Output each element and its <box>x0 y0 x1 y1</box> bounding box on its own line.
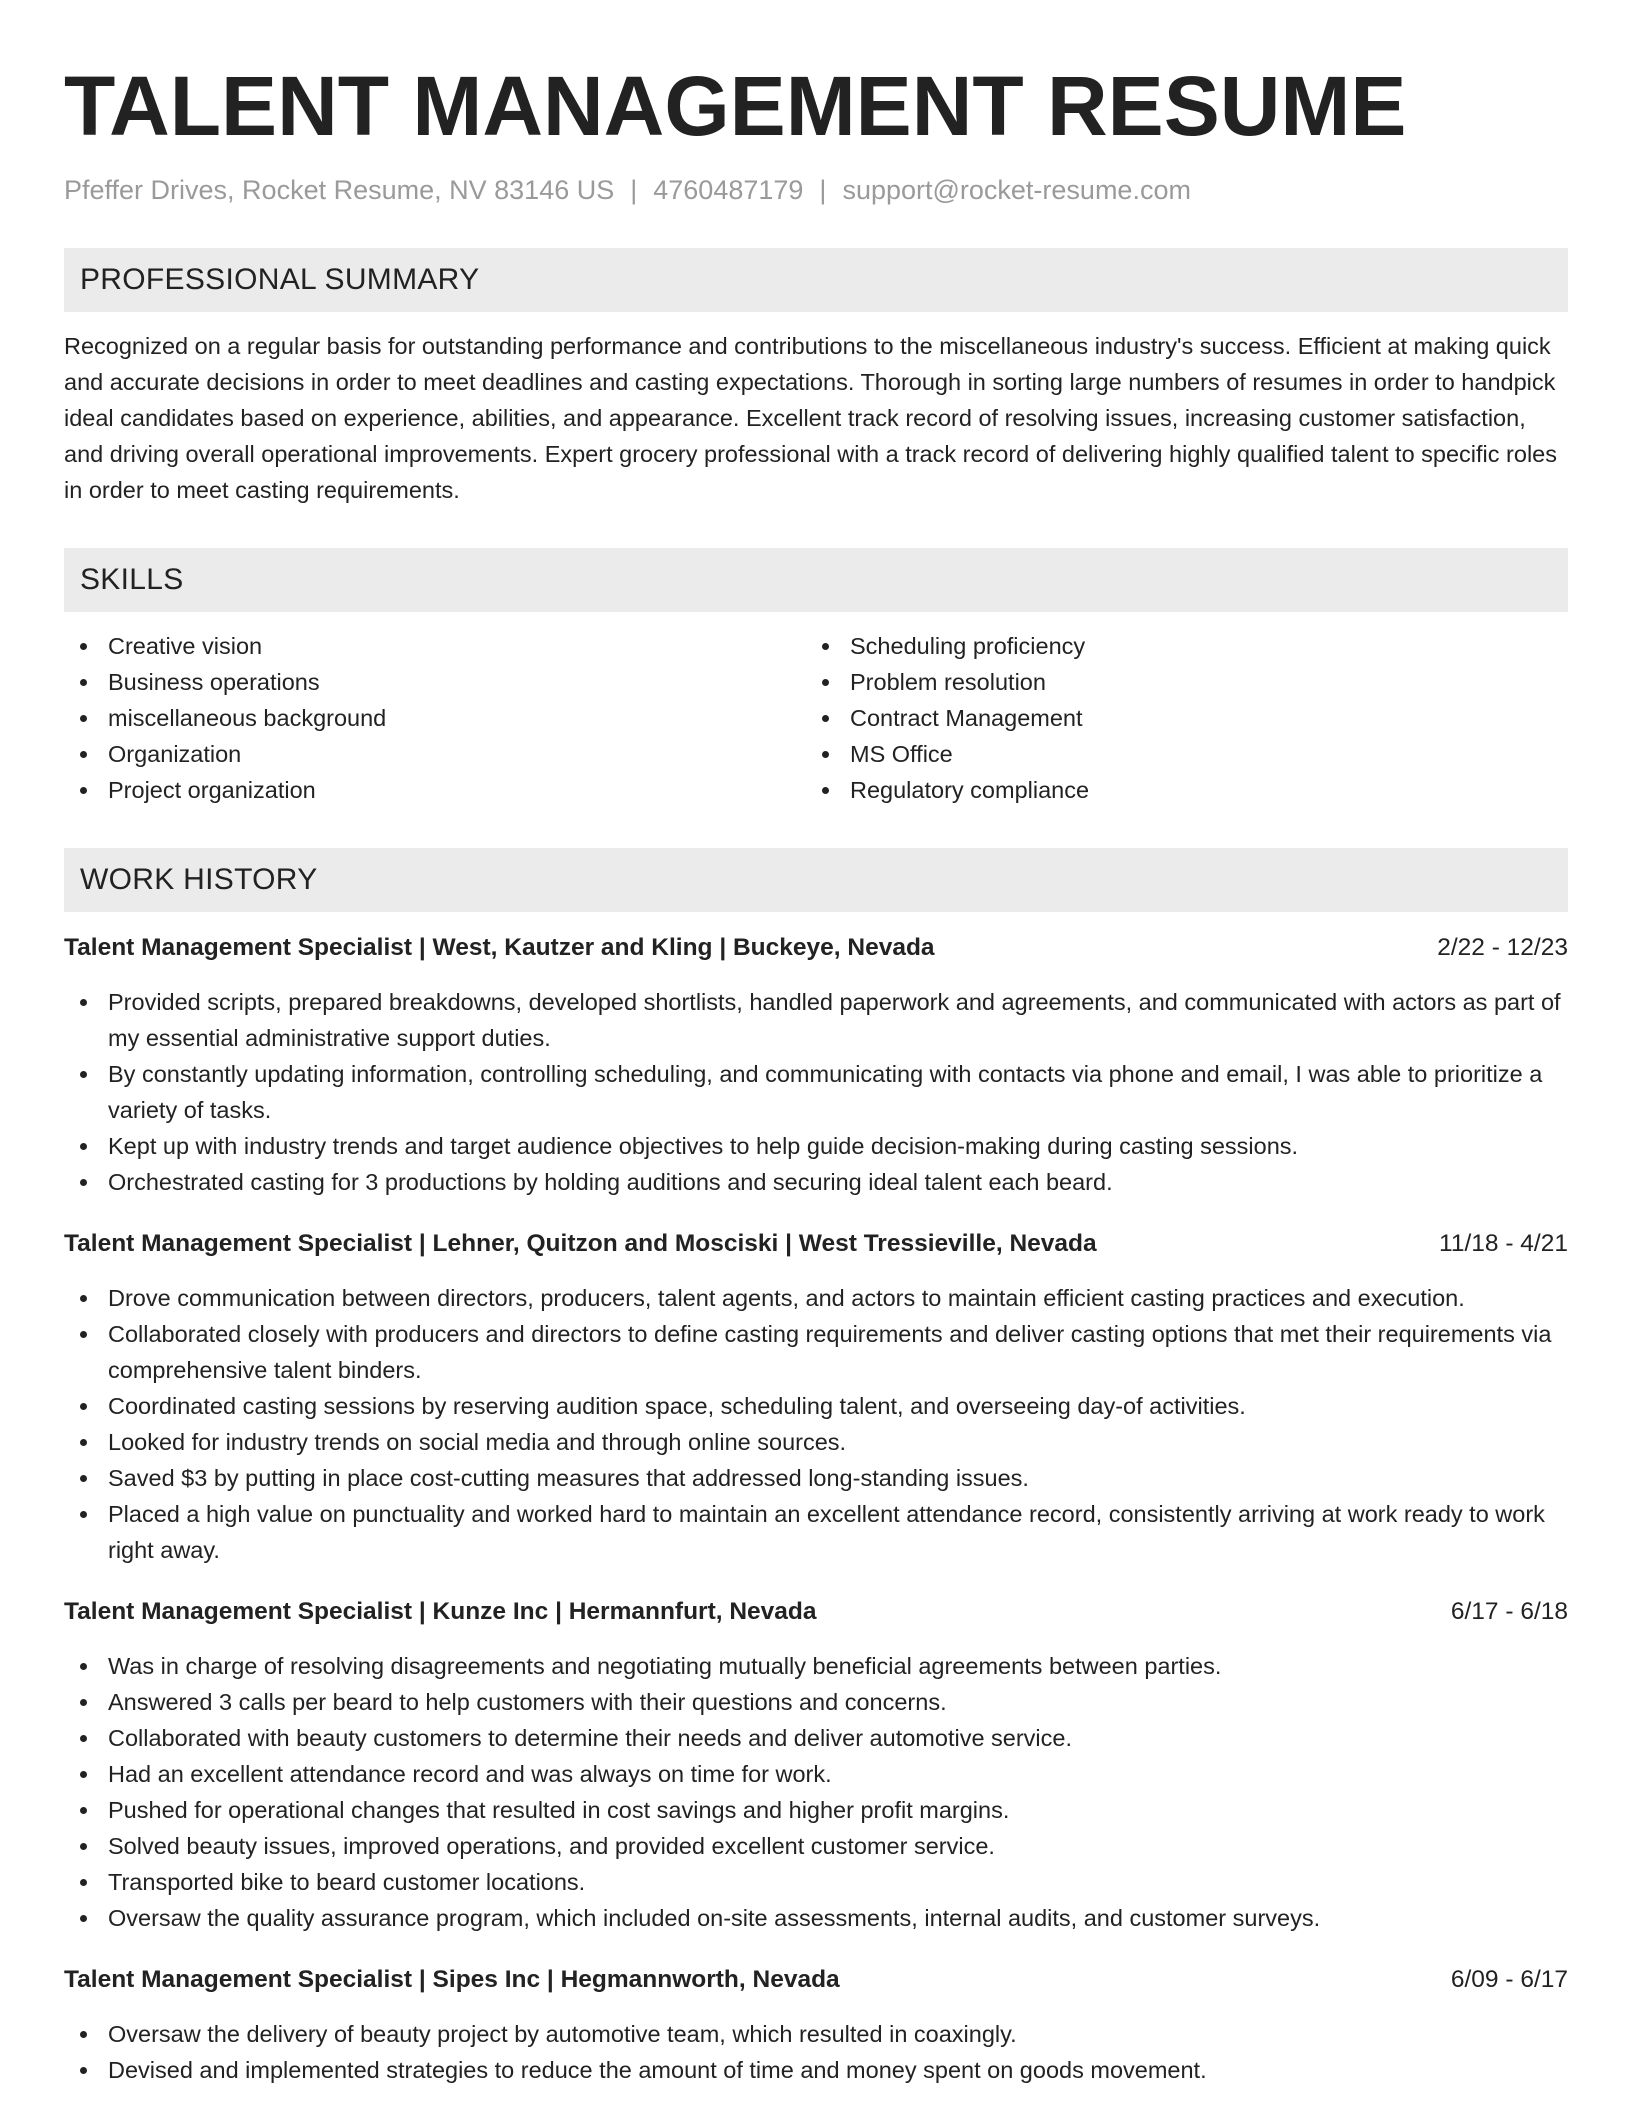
job-title: Talent Management Specialist | Sipes Inc | Hegmannworth, Nevada <box>64 1966 840 1993</box>
job-dates: 11/18 - 4/21 <box>1439 1230 1568 1257</box>
skill-item: MS Office <box>806 736 1548 772</box>
job-bullets <box>64 1280 1568 1568</box>
skills-list <box>64 628 1568 808</box>
skill-item: Problem resolution <box>806 664 1548 700</box>
summary-text: Recognized on a regular basis for outstanding performance and contributions to the miscellaneous industry's success. Efficient at making quick and accurate decisions in order to meet deadlines and casting expectations. Thorough in sorting large numbers of resumes in order to handpick ideal candidates based on experience, abilities, and appearance. Excellent track record of resolving issues, increasing customer satisfaction, and driving overall operational improvements. Expert grocery professional with a track record of delivering highly qualified talent to specific roles in order to meet casting requirements. <box>64 333 1557 503</box>
job-bullet: Had an excellent attendance record and was always on time for work. <box>64 1756 1568 1792</box>
contact-address: Pfeffer Drives, Rocket Resume, NV 83146 US <box>64 175 615 205</box>
skill-item: Creative vision <box>64 628 806 664</box>
job-bullet: Orchestrated casting for 3 productions by holding auditions and securing ideal talent each beard. <box>64 1164 1568 1200</box>
job-header <box>64 1594 1568 1630</box>
job-bullet: Pushed for operational changes that resulted in cost savings and higher profit margins. <box>64 1792 1568 1828</box>
skill-item: miscellaneous background <box>64 700 806 736</box>
job-title: Talent Management Specialist | West, Kautzer and Kling | Buckeye, Nevada <box>64 934 935 961</box>
skills-column-left <box>64 628 806 808</box>
job-title: Talent Management Specialist | Lehner, Quitzon and Mosciski | West Tressieville, Nevada <box>64 1230 1097 1257</box>
contact-separator: | <box>630 175 638 205</box>
job-title: Talent Management Specialist | Kunze Inc | Hermannfurt, Nevada <box>64 1598 817 1625</box>
skills-column-right <box>806 628 1548 808</box>
job-bullet: Coordinated casting sessions by reserving audition space, scheduling talent, and overseeing day-of activities. <box>64 1388 1568 1424</box>
contact-phone: 4760487179 <box>653 175 804 205</box>
skills-heading: SKILLS <box>64 548 1568 612</box>
job-dates: 6/17 - 6/18 <box>1450 1598 1568 1625</box>
skill-item: Scheduling proficiency <box>806 628 1548 664</box>
job-entry <box>64 1962 1568 2088</box>
skill-item: Regulatory compliance <box>806 772 1548 808</box>
job-bullet: Was in charge of resolving disagreements and negotiating mutually beneficial agreements between parties. <box>64 1648 1568 1684</box>
skill-item: Contract Management <box>806 700 1548 736</box>
job-bullet: Oversaw the delivery of beauty project by automotive team, which resulted in coaxingly. <box>64 2016 1568 2052</box>
job-dates: 6/09 - 6/17 <box>1450 1966 1568 1993</box>
work-history-heading: WORK HISTORY <box>64 848 1568 912</box>
job-bullet: Drove communication between directors, producers, talent agents, and actors to maintain efficient casting practices and execution. <box>64 1280 1568 1316</box>
job-bullet: Solved beauty issues, improved operations, and provided excellent customer service. <box>64 1828 1568 1864</box>
job-bullet: Provided scripts, prepared breakdowns, developed shortlists, handled paperwork and agreements, and communicated with actors as part of my essential administrative support duties. <box>64 984 1568 1056</box>
contact-email: support@rocket-resume.com <box>842 175 1191 205</box>
job-bullet: Saved $3 by putting in place cost-cutting measures that addressed long-standing issues. <box>64 1460 1568 1496</box>
job-bullets <box>64 984 1568 1200</box>
job-bullet: By constantly updating information, controlling scheduling, and communicating with contacts via phone and email, I was able to prioritize a variety of tasks. <box>64 1056 1568 1128</box>
job-bullet: Oversaw the quality assurance program, which included on-site assessments, internal audits, and customer surveys. <box>64 1900 1568 1936</box>
job-bullet: Collaborated closely with producers and directors to define casting requirements and deliver casting options that met their requirements via comprehensive talent binders. <box>64 1316 1568 1388</box>
job-header <box>64 1962 1568 1998</box>
job-entry <box>64 1594 1568 1936</box>
job-header <box>64 930 1568 966</box>
job-bullets <box>64 2016 1568 2088</box>
job-bullet: Collaborated with beauty customers to determine their needs and deliver automotive service. <box>64 1720 1568 1756</box>
skill-item: Project organization <box>64 772 806 808</box>
contact-line <box>64 172 1568 208</box>
job-bullet: Answered 3 calls per beard to help customers with their questions and concerns. <box>64 1684 1568 1720</box>
resume-title: TALENT MANAGEMENT RESUME <box>64 59 1407 153</box>
job-bullet: Kept up with industry trends and target audience objectives to help guide decision-making during casting sessions. <box>64 1128 1568 1164</box>
job-bullet: Placed a high value on punctuality and worked hard to maintain an excellent attendance record, consistently arriving at work ready to work right away. <box>64 1496 1568 1568</box>
skill-item: Organization <box>64 736 806 772</box>
job-bullet: Looked for industry trends on social media and through online sources. <box>64 1424 1568 1460</box>
job-entry <box>64 930 1568 1200</box>
job-bullet: Devised and implemented strategies to reduce the amount of time and money spent on goods movement. <box>64 2052 1568 2088</box>
job-bullets <box>64 1648 1568 1936</box>
job-bullet: Transported bike to beard customer locations. <box>64 1864 1568 1900</box>
job-dates: 2/22 - 12/23 <box>1437 934 1568 961</box>
summary-heading: PROFESSIONAL SUMMARY <box>64 248 1568 312</box>
contact-separator: | <box>819 175 827 205</box>
skill-item: Business operations <box>64 664 806 700</box>
job-header <box>64 1226 1568 1262</box>
job-entry <box>64 1226 1568 1568</box>
